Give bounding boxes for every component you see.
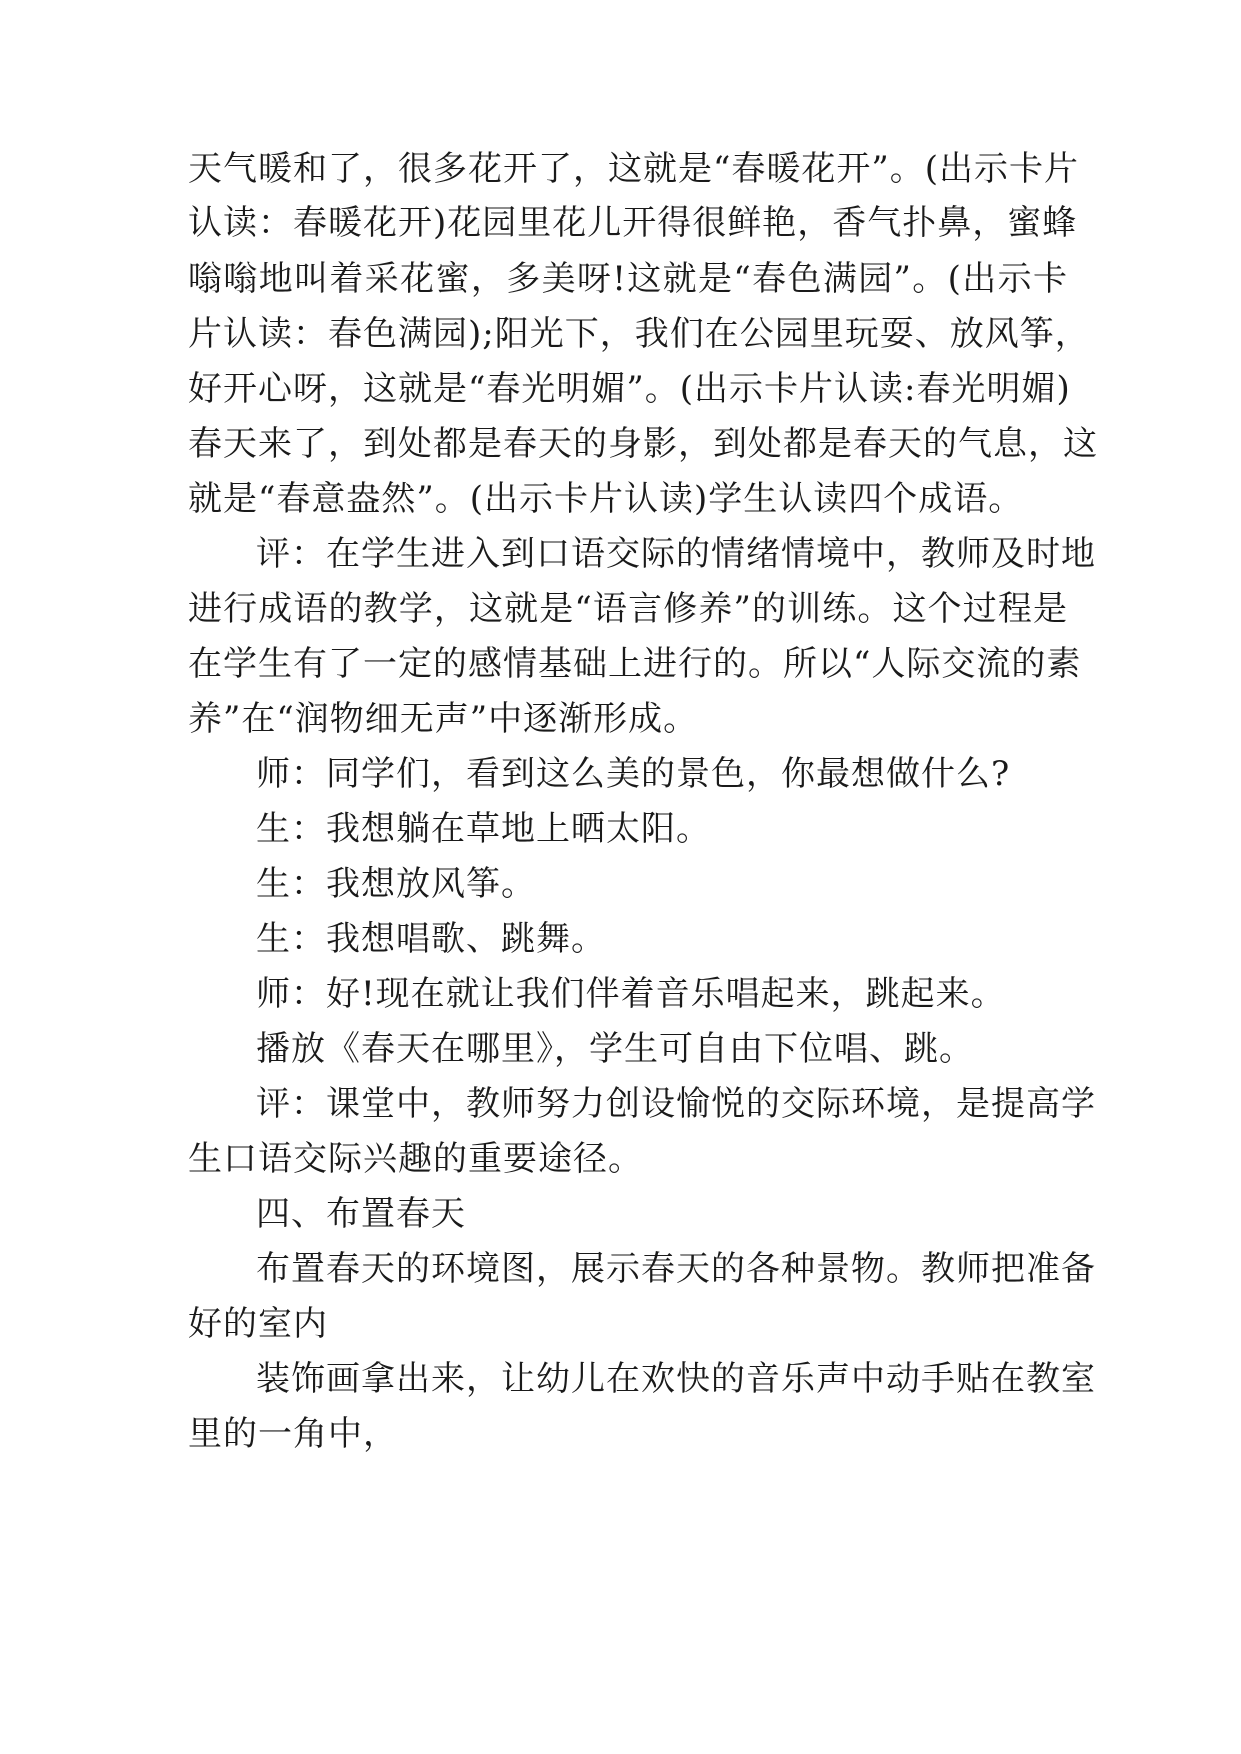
text-line: 师：同学们，看到这么美的景色，你最想做什么? bbox=[256, 754, 1011, 794]
text-line: 装饰画拿出来，让幼儿在欢快的音乐声中动手贴在教室 bbox=[256, 1359, 1096, 1399]
text-line: 片认读：春色满园);阳光下，我们在公园里玩耍、放风筝， bbox=[188, 314, 1090, 354]
text-line: 春天来了，到处都是春天的身影，到处都是春天的气息，这 bbox=[188, 424, 1098, 464]
text-line: 好开心呀，这就是“春光明媚”。(出示卡片认读:春光明媚) bbox=[188, 369, 1071, 409]
text-line: 生：我想唱歌、跳舞。 bbox=[256, 919, 606, 959]
text-line: 养”在“润物细无声”中逐渐形成。 bbox=[188, 699, 699, 739]
text-line: 播放《春天在哪里》，学生可自由下位唱、跳。 bbox=[256, 1029, 974, 1069]
text-line: 里的一角中， bbox=[188, 1414, 398, 1454]
text-line: 认读：春暖花开)花园里花儿开得很鲜艳，香气扑鼻，蜜蜂 bbox=[188, 203, 1078, 243]
text-line: 生口语交际兴趣的重要途径。 bbox=[188, 1139, 643, 1179]
text-line: 进行成语的教学，这就是“语言修养”的训练。这个过程是 bbox=[188, 589, 1068, 629]
text-line: 生：我想躺在草地上晒太阳。 bbox=[256, 809, 711, 849]
text-line: 好的室内 bbox=[188, 1304, 328, 1344]
text-line: 评：在学生进入到口语交际的情绪情境中，教师及时地 bbox=[256, 534, 1096, 574]
text-line: 嗡嗡地叫着采花蜜，多美呀!这就是“春色满园”。(出示卡 bbox=[188, 259, 1068, 299]
text-line: 评：课堂中，教师努力创设愉悦的交际环境，是提高学 bbox=[256, 1084, 1096, 1124]
text-line: 在学生有了一定的感情基础上进行的。所以“人际交流的素 bbox=[188, 644, 1082, 684]
text-line: 生：我想放风筝。 bbox=[256, 864, 536, 904]
text-line: 天气暖和了，很多花开了，这就是“春暖花开”。(出示卡片 bbox=[188, 149, 1080, 189]
text-line: 就是“春意盎然”。(出示卡片认读)学生认读四个成语。 bbox=[188, 479, 1024, 519]
text-line: 布置春天的环境图，展示春天的各种景物。教师把准备 bbox=[256, 1249, 1096, 1289]
section-heading: 四、布置春天 bbox=[256, 1194, 466, 1234]
text-line: 师：好!现在就让我们伴着音乐唱起来，跳起来。 bbox=[256, 974, 1006, 1014]
